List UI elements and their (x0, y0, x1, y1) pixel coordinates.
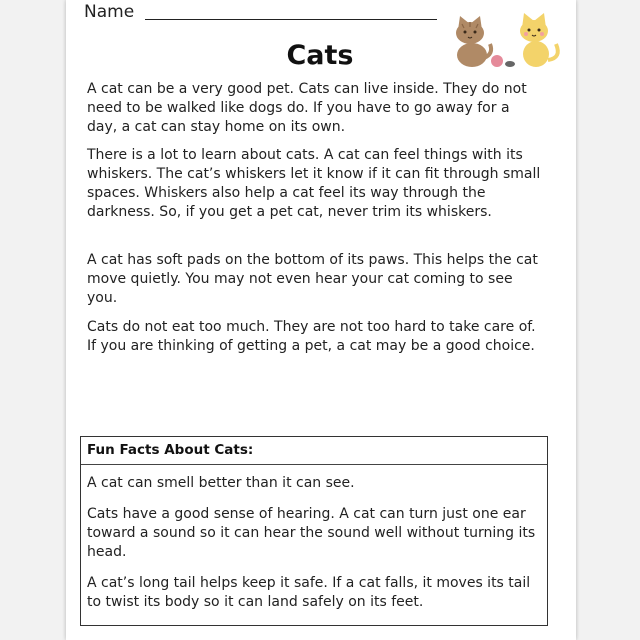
paragraph-4: Cats do not eat too much. They are not too hard to take care of. If you are thinking of getting a pet, a cat may be a good choice. (87, 319, 536, 354)
paragraph-3: A cat has soft pads on the bottom of its paws. This helps the cat move quietly. You may not even hear your cat coming to see you. (87, 252, 538, 306)
fun-fact-1: A cat can smell better than it can see. (87, 475, 355, 491)
name-field[interactable] (145, 19, 437, 20)
page-title: Cats (286, 40, 354, 71)
fun-fact-3: A cat’s long tail helps keep it safe. If a cat falls, it moves its tail to twist its body so it can land safely on its feet. (87, 575, 531, 610)
fun-fact-2: Cats have a good sense of hearing. A cat can turn just one ear toward a sound so it can hear the sound well without turning its head. (87, 506, 536, 560)
fun-facts-divider (81, 464, 547, 465)
paragraph-2: There is a lot to learn about cats. A cat can feel things with its whiskers. The cat’s whiskers let it know if it can fit through small spaces. Whiskers also help a cat feel its way through the darkness. So, if you get a pet cat, never trim its whiskers. (87, 147, 541, 220)
paragraph-1: A cat can be a very good pet. Cats can live inside. They do not need to be walked like dogs do. If you have to go away for a day, a cat can stay home on its own. (87, 81, 527, 135)
name-label: Name (84, 2, 135, 22)
fun-facts-title: Fun Facts About Cats: (87, 442, 254, 458)
